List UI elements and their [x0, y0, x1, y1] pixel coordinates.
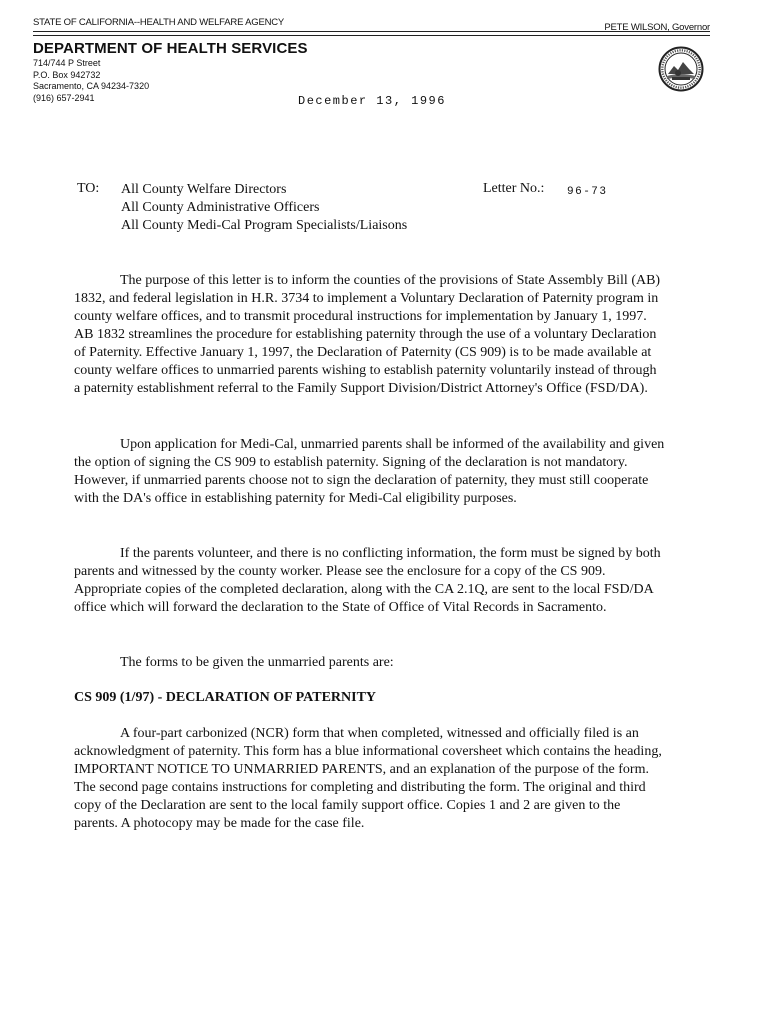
governor-name: PETE WILSON, Governor — [604, 22, 710, 33]
address-line: Sacramento, CA 94234-7320 — [33, 81, 150, 91]
letter-date: December 13, 1996 — [298, 94, 446, 108]
paragraph: The forms to be given the unmarried parents are: — [120, 655, 394, 670]
recipient: All County Medi-Cal Program Specialists/Liaisons — [121, 218, 408, 233]
recipient-list — [121, 181, 407, 235]
agency-name: STATE OF CALIFORNIA--HEALTH AND WELFARE AGENCY — [33, 17, 285, 28]
section-paragraph: A four-part carbonized (NCR) form that when completed, witnessed and officially filed is an acknowledgment of paternity. This form has a blue informational coversheet which contains the heading, IMPORTANT NOTICE TO UNMARRIED PARENTS, and an explanation of the purpose of the form. The second page contains instructions for completing and distributing the form. The original and third copy of the Declaration are sent to the local family support office. Copies 1 and 2 are given to the parents. A photocopy may be made for the case file. — [74, 726, 662, 831]
to-label: TO: — [77, 181, 100, 196]
paragraph: Upon application for Medi-Cal, unmarried parents shall be informed of the availability and given the option of signing the CS 909 to establish paternity. Signing of the declaration is not mandatory. However, if unmarried parents choose not to sign the declaration of paternity, they must still cooperate with the DA's office in establishing paternity for Medi-Cal eligibility purposes. — [74, 437, 665, 506]
paragraph: The purpose of this letter is to inform the counties of the provisions of State Assembly Bill (AB) 1832, and federal legislation in H.R. 3734 to implement a Voluntary Declaration of Paternity program in county welfare offices, and to transmit procedural instructions for implementation by January 1, 1997. AB 1832 streamlines the procedure for establishing paternity through the use of a voluntary Declaration of Paternity. Effective January 1, 1997, the Declaration of Paternity (CS 909) is to be made available at county welfare offices to unmarried parents wishing to establish paternity voluntarily instead of through a paternity establishment referral to the Family Support Division/District Attorney's Office (FSD/DA). — [74, 273, 661, 396]
header-rule — [33, 31, 710, 32]
recipient: All County Welfare Directors — [121, 182, 287, 197]
letter-number-label: Letter No.: — [483, 181, 545, 196]
department-name: DEPARTMENT OF HEALTH SERVICES — [33, 40, 308, 57]
paragraph: If the parents volunteer, and there is no conflicting information, the form must be signed by both parents and witnessed by the county worker. Please see the enclosure for a copy of the CS 909. Appropriate copies of the completed declaration, along with the CA 2.1Q, are sent to the local FSD/DA office which will forward the declaration to the State of Office of Vital Records in Sacramento. — [74, 546, 661, 615]
state-seal-icon — [658, 46, 704, 92]
address-line: 714/744 P Street — [33, 58, 101, 68]
letter-number: 96-73 — [567, 186, 608, 198]
header-rule-secondary — [33, 35, 710, 36]
department-address — [33, 58, 149, 104]
address-line: P.O. Box 942732 — [33, 69, 101, 80]
address-line: (916) 657-2941 — [33, 92, 95, 103]
recipient: All County Administrative Officers — [121, 200, 320, 215]
section-heading: CS 909 (1/97) - DECLARATION OF PATERNITY — [74, 690, 377, 705]
